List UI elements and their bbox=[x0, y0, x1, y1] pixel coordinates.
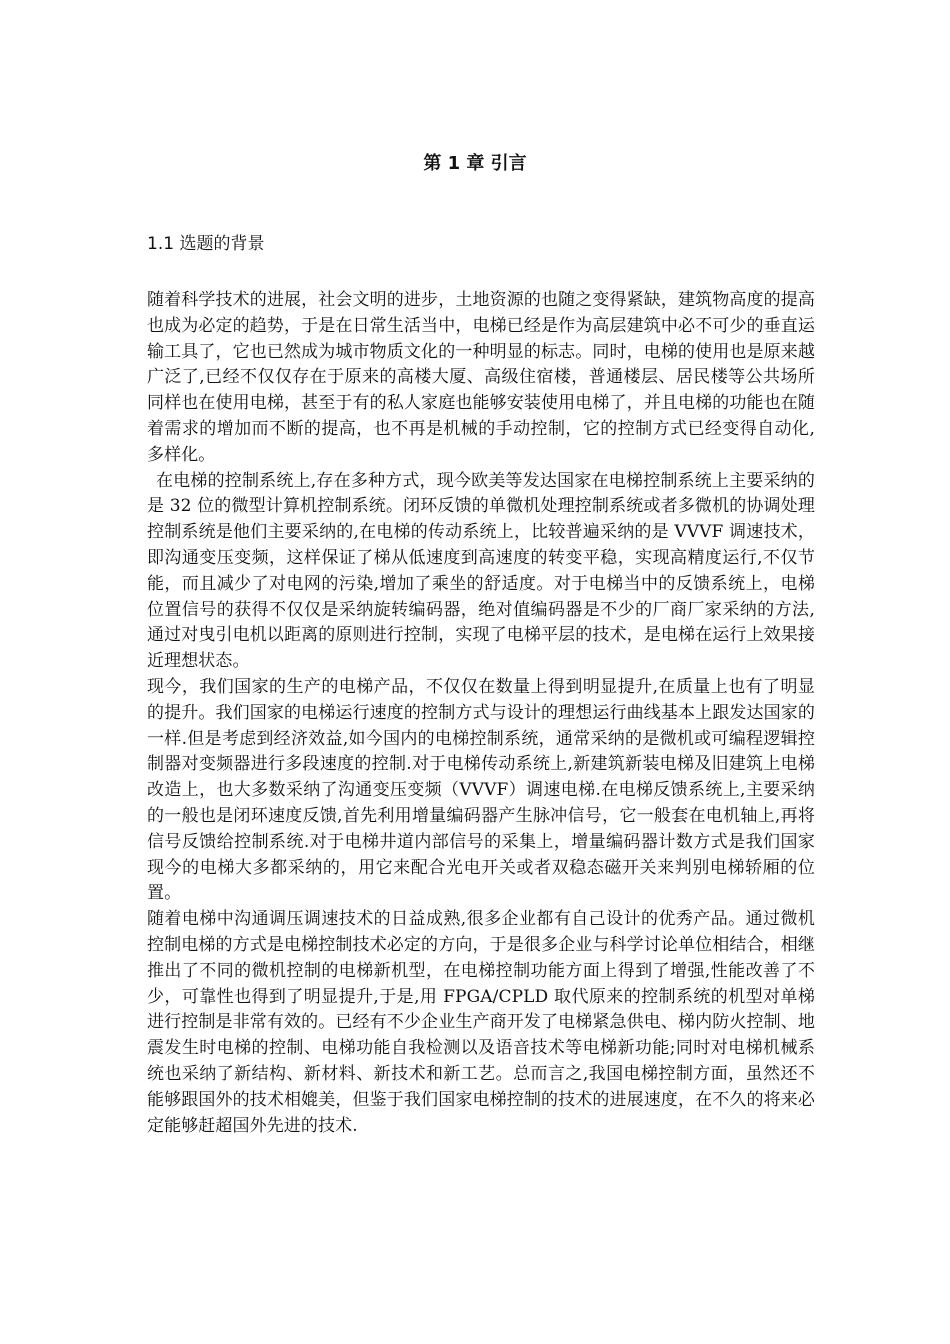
body-text bbox=[147, 288, 815, 1139]
paragraph-2: 在电梯的控制系统上,存在多种方式，现今欧美等发达国家在电梯控制系统上主要采纳的是 32 位的微型计算机控制系统。闭环反馈的单微机处理控制系统或者多微机的协调处理控制系统是他们主要采纳的,在电梯的传动系统上，比较普遍采纳的是 VVVF 调速技术，即沟通变压变频，这样保证了梯从低速度到高速度的转变平稳，实现高精度运行,不仅节能，而且减少了对电网的污染,增加了乘坐的舒适度。对于电梯当中的反馈系统上，电梯位置信号的获得不仅仅是采纳旋转编码器，绝对值编码器是不少的厂商厂家采纳的方法,通过对曳引电机以距离的原则进行控制，实现了电梯平层的技术，是电梯在运行上效果接近理想状态。 bbox=[147, 470, 815, 672]
section-title: 1.1 选题的背景 bbox=[147, 234, 265, 254]
paragraph-3: 现今，我们国家的生产的电梯产品，不仅仅在数量上得到明显提升,在质量上也有了明显的提升。我们国家的电梯运行速度的控制方式与设计的理想运行曲线基本上跟发达国家的一样.但是考虑到经济效益,如今国内的电梯控制系统，通常采纳的是微机或可编程逻辑控制器对变频器进行多段速度的控制.对于电梯传动系统上,新建筑新装电梯及旧建筑上电梯改造上，也大多数采纳了沟通变压变频（VVVF）调速电梯.在电梯反馈系统上,主要采纳的一般也是闭环速度反馈,首先利用增量编码器产生脉冲信号，它一般套在电机轴上,再将信号反馈给控制系统.对于电梯井道内部信号的采集上，增量编码器计数方式是我们国家现今的电梯大多都采纳的，用它来配合光电开关或者双稳态磁开关来判别电梯轿厢的位置。 bbox=[147, 676, 815, 904]
chapter-title: 第 1 章 引言 bbox=[423, 153, 527, 174]
paragraph-4: 随着电梯中沟通调压调速技术的日益成熟,很多企业都有自己设计的优秀产品。通过微机控制电梯的方式是电梯控制技术必定的方向，于是很多企业与科学讨论单位相结合，相继推出了不同的微机控制的电梯新机型，在电梯控制功能方面上得到了增强,性能改善了不少，可靠性也得到了明显提升,于是,用 FPGA/CPLD 取代原来的控制系统的机型对单梯进行控制是非常有效的。已经有不少企业生产商开发了电梯紧急供电、梯内防火控制、地震发生时电梯的控制、电梯功能自我检测以及语音技术等电梯新功能;同时对电梯机械系统也采纳了新结构、新材料、新技术和新工艺。总而言之,我国电梯控制方面，虽然还不能够跟国外的技术相媲美，但鉴于我们国家电梯控制的技术的进展速度，在不久的将来必定能够赶超国外先进的技术. bbox=[147, 909, 815, 1136]
paragraph-1: 随着科学技术的进展，社会文明的进步，土地资源的也随之变得紧缺，建筑物高度的提高也成为必定的趋势，于是在日常生活当中，电梯已经是作为高层建筑中必不可少的垂直运输工具了，它也已然成为城市物质文化的一种明显的标志。同时，电梯的使用也是原来越广泛了,已经不仅仅存在于原来的高楼大厦、高级住宿楼，普通楼层、居民楼等公共场所同样也在使用电梯，甚至于有的私人家庭也能够安装使用电梯了，并且电梯的功能也在随着需求的增加而不断的提高，也不再是机械的手动控制，它的控制方式已经变得自动化,多样化。 bbox=[147, 290, 815, 465]
